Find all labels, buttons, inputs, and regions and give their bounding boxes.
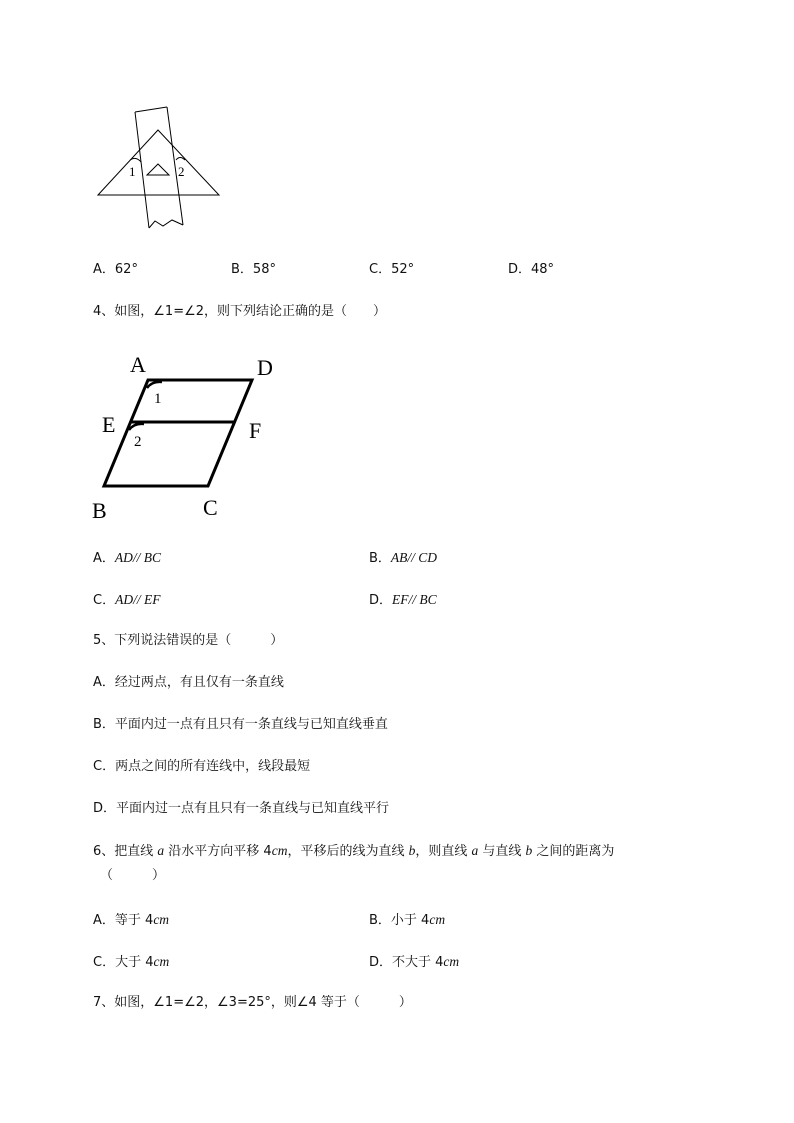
q4-stem: 4、如图，∠1=∠2，则下列结论正确的是（ ） [93, 304, 387, 319]
angle-arc-2 [129, 424, 144, 430]
q6-option-c[interactable]: C．大于 4cm [93, 954, 170, 970]
q5-stem: 5、下列说法错误的是（ ） [93, 633, 284, 648]
var-b: b [408, 843, 416, 858]
q3-option-b[interactable]: B．58° [231, 262, 276, 277]
q6-option-a[interactable]: A．等于 4cm [93, 912, 170, 928]
q3-option-a[interactable]: A．62° [93, 262, 138, 277]
q4-option-b[interactable]: B．AB// CD [369, 550, 438, 566]
q4-option-a[interactable]: A．AD// BC [93, 550, 162, 566]
vertex-label-c: C [203, 495, 218, 520]
vertex-label-e: E [102, 412, 116, 437]
q5-option-a[interactable]: A．经过两点，有且仅有一条直线 [93, 675, 284, 690]
q3-option-d[interactable]: D．48° [508, 262, 555, 277]
angle-label-2: 2 [178, 164, 185, 179]
angle-label-1: 1 [129, 164, 136, 179]
var-b: b [525, 843, 533, 858]
var-a: a [471, 843, 479, 858]
vertex-label-b: B [92, 498, 107, 523]
q3-option-c[interactable]: C．52° [369, 262, 415, 277]
q6-stem-continuation: （ ） [100, 868, 166, 883]
q4-option-d[interactable]: D．EF// BC [369, 592, 437, 608]
q5-option-b[interactable]: B．平面内过一点有且只有一条直线与已知直线垂直 [93, 717, 388, 732]
q5-option-c[interactable]: C．两点之间的所有连线中，线段最短 [93, 759, 311, 774]
vertex-label-a: A [130, 352, 146, 377]
q6-option-d[interactable]: D．不大于 4cm [369, 954, 460, 970]
q7-stem: 7、如图，∠1=∠2，∠3=25°，则∠4 等于（ ） [93, 995, 412, 1010]
vertex-label-f: F [249, 418, 262, 443]
unit-cm: cm [271, 843, 288, 858]
angle-label-2: 2 [134, 434, 142, 450]
q5-option-d[interactable]: D．平面内过一点有且只有一条直线与已知直线平行 [93, 801, 390, 816]
var-a: a [157, 843, 165, 858]
angle-label-1: 1 [154, 391, 162, 407]
q4-option-c[interactable]: C．AD// EF [93, 592, 161, 608]
q6-stem: 6、把直线 a 沿水平方向平移 4cm，平移后的线为直线 b，则直线 a 与直线 b 之间的距离为 [93, 843, 615, 859]
vertex-label-d: D [257, 355, 273, 380]
parallelogram-outline [104, 380, 252, 486]
q6-option-b[interactable]: B．小于 4cm [369, 912, 446, 928]
angle-arc-1 [147, 382, 162, 388]
